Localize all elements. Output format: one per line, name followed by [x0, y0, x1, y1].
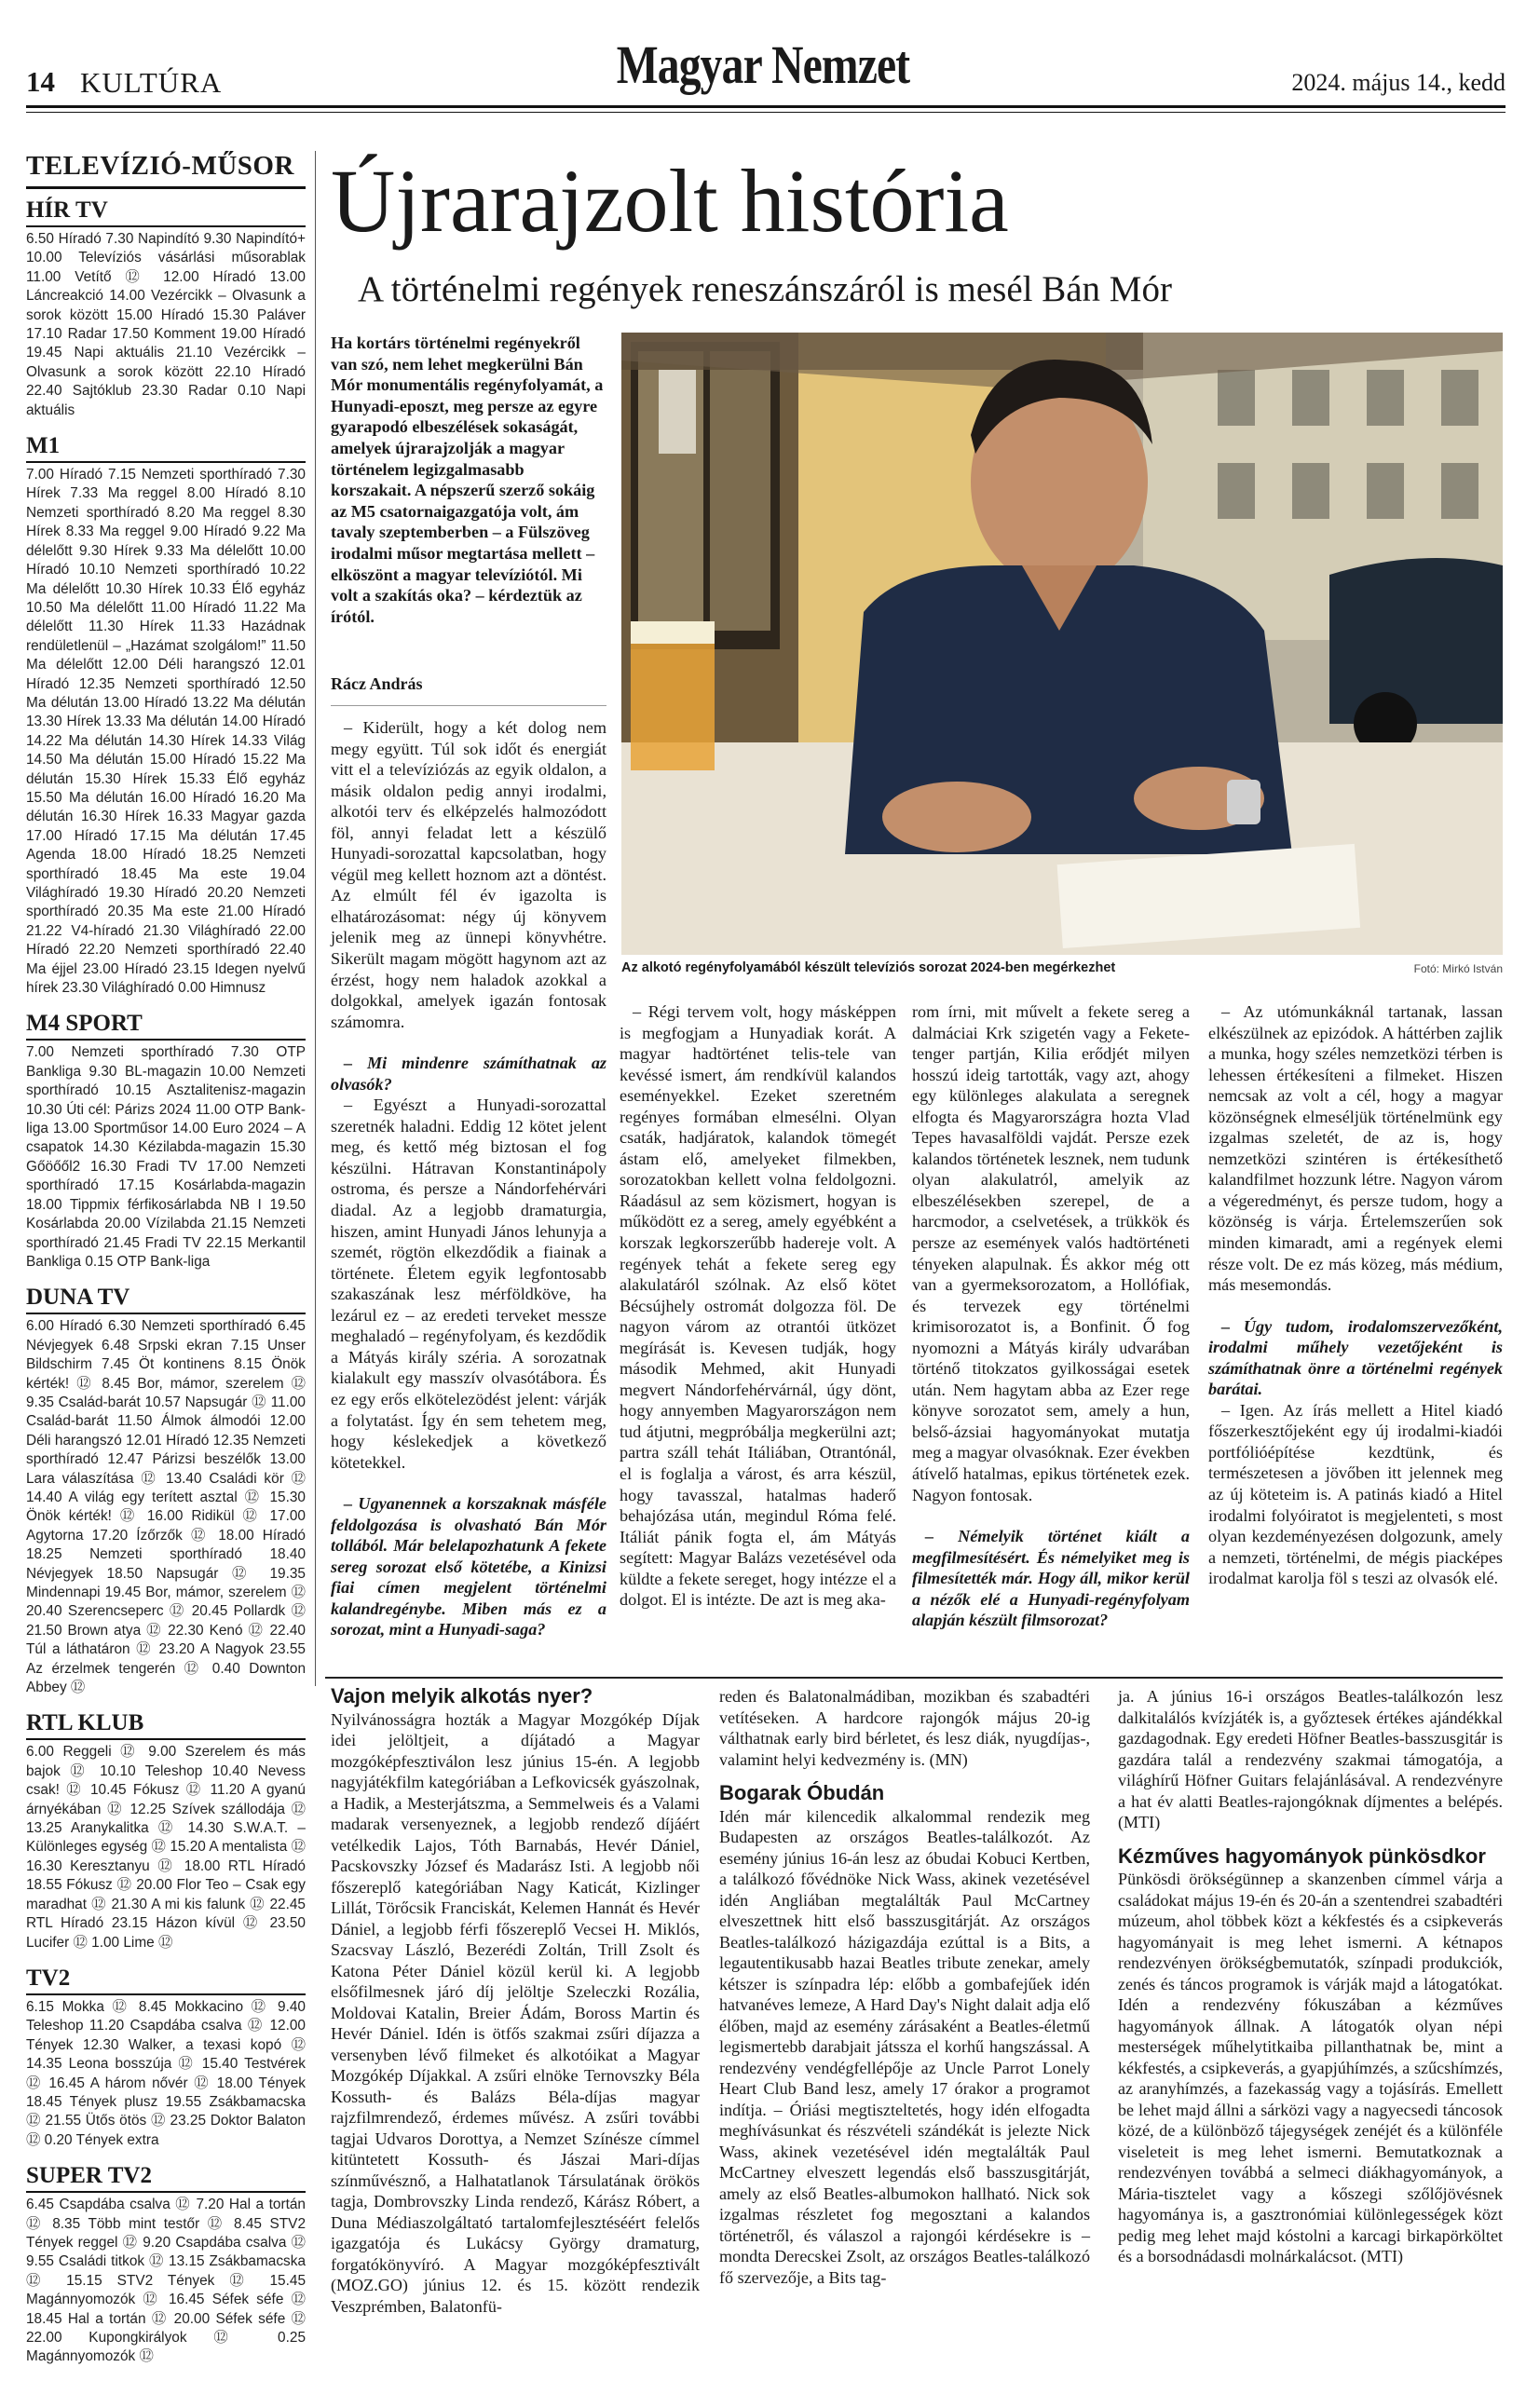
- tv-channel-programs: 7.00 Híradó 7.15 Nemzeti sporthíradó 7.30 Hírek 7.33 Ma reggel 8.00 Híradó 8.10 Nemzeti sporthíradó 8.20 Ma reggel 8.30 Hírek 8.33 Ma reggel 9.00 Híradó 9.22 Ma délelőtt 9.30 Hírek 9.33 Ma délelőtt 10.00 Híradó 10.10 Nemzeti sporthíradó 10.22 Ma délelőtt 10.30 Hírek 10.33 Élő egyház 10.50 Ma délelőtt 11.00 Híradó 11.22 Ma délelőtt 11.30 Hírek 11.33 Hazádnak rendületlenül – „Hazámat szolgálom!” 11.50 Ma délelőtt 12.00 Déli harangszó 12.01 Híradó 12.35 Nemzeti sporthíradó 12.50 Ma délután 13.00 Híradó 13.22 Ma délután 13.30 Hírek 13.33 Ma délután 14.00 Híradó 14.22 Ma délután 14.30 Hírek 14.33 Világ 14.50 Ma délután 15.00 Híradó 15.22 Ma délután 15.30 Hírek 15.33 Élő egyház 15.50 Ma délután 16.00 Híradó 16.20 Ma délután 16.30 Hírek 16.33 Magyar gazda 17.00 Híradó 17.15 Ma délután 17.45 Agenda 18.00 Híradó 18.25 Nemzeti sporthíradó 18.45 Ma este 19.04 Világhíradó 19.30 Híradó 20.20 Nemzeti sporthíradó 20.35 Ma este 21.00 Híradó 21.22 V4-híradó 21.30 Világhíradó 22.00 Híradó 22.20 Nemzeti sporthíradó 22.40 Ma éjjel 23.00 Híradó 23.15 Idegen nyelvű hírek 23.30 Világhíradó 0.00 Himnusz: [26, 467, 306, 997]
- tv-channel-programs: 6.50 Híradó 7.30 Napindító 9.30 Napindító+ 10.00 Televíziós vásárlási műsorablak 11.00 Vetítő ⑫ 12.00 Híradó 13.00 Láncreakció 14.00 Vezércikk – Olvasunk a sorok között 15.00 Híradó 15.30 Paláver 17.10 Radar 17.50 Komment 19.00 Híradó 19.45 Napi aktuális 21.10 Vezércikk – Olvasunk a sorok között 22.10 Híradó 22.40 Sajtóklub 23.30 Radar 0.10 Napi aktuális: [26, 231, 306, 418]
- tv-channel-programs: 6.00 Reggeli ⑫ 9.00 Szerelem és más bajok ⑫ 10.10 Teleshop 10.40 Nevess csak! ⑫ 10.45 Fókusz ⑫ 11.20 A gyanú árnyékában ⑫ 12.25 Szívek szállodája ⑫ 13.25 Aranykalitka ⑫ 14.30 S.W.A.T. – Különleges egység ⑫ 15.20 A mentalista ⑫ 16.30 Keresztanyu ⑫ 18.00 RTL Híradó 18.55 Fókusz ⑫ 20.00 Flor Teo – Csak egy maradhat ⑫ 21.30 A mi kis falunk ⑫ 22.45 RTL Híradó 23.15 Házon kívül ⑫ 23.50 Lucifer ⑫ 1.00 Lime ⑫: [26, 1744, 306, 1951]
- section-name: KULTÚRA: [80, 66, 223, 99]
- tv-channel-name: M4 SPORT: [26, 1011, 306, 1041]
- photo-credit: Fotó: Mirkó István: [1413, 962, 1503, 975]
- tv-channel: [26, 1710, 306, 1952]
- tv-channel: [26, 1011, 306, 1272]
- author-photo-illustration: [621, 333, 1503, 955]
- tv-channel-name: DUNA TV: [26, 1285, 306, 1314]
- tv-title-rule: [26, 186, 306, 189]
- article-lead: Ha kortárs történelmi regényekről van szó, nem lehet megkerülni Bán Mór monumentális regényfolyamát, a Hunyadi-eposzt, meg persze az egyre gyarapodó elbeszélések sokaságát, amelyek újrarajzolják a magyar történelem legizgalmasabb korszakait. A népszerű szerző sokáig az M5 csatornaigazgatója volt, ám tavaly szeptemberben – a Fülszöveg irodalmi műsor megtartása mellett – elköszönt a magyar televíziótól. Mi volt a szakítás oka? – kérdeztük az írótól.: [331, 333, 604, 626]
- article-paragraph: – Régi tervem volt, hogy másképpen is megfogjam a Hunyadiak korát. A magyar hadtörténet telis-tele van kevéssé ismert, ám rendkívül kalandos eseményekkel. Ezeket szeretném regényes formában elmesélni. Olyan csaták, hadjáratok, kalandok tömegét ástam elő, amelyeket filmekben, sorozatokban kellett volna feldolgozni. Ráadásul az sem közismert, hogyan is működött ez a sereg, amely egyébként a korszak legkorszerűbb hadereje volt. A regények tehát a fekete sereg egy alakulatáról szólnak. Az első kötet Bécsújhely ostromát dolgozza föl. De nagyon várom az otrantói ütközet megírását is. Kevesen tudják, hogy második Mehmed, akit Hunyadi megvert Nándorfehérvárnál, úgy dönt, hogy annyemben Magyarországon nem tud átjutni, megpróbálja megkerülni azt; partra száll tehát Itáliában, Otrantónál, el is foglalja a várost, és arra készül, hogy tavasszal, hatalmas haderő behajózása után, megindul Róma felé. Itáliát pánik fogta el, ám Mátyás segített: Magyar Balázs vezetésével oda küldte a fekete sereget, hogy intézze el a dolgot. El is intézte. De azt is meg aka-: [620, 1002, 896, 1610]
- tv-channel-name: M1: [26, 433, 306, 463]
- article-subtitle: A történelmi regények reneszánszáról is mesél Bán Mór: [358, 269, 1172, 309]
- tv-channel-name: SUPER TV2: [26, 2163, 306, 2193]
- news-brief: [331, 1686, 700, 2317]
- article-column-2: [620, 1001, 896, 1611]
- interview-question: – Úgy tudom, irodalomszervezőként, irodalmi műhely vezetőjeként is számíthatnak önre a történelmi regények barátai.: [1208, 1316, 1503, 1399]
- tv-listing-title: TELEVÍZIÓ-MŰSOR: [26, 151, 294, 181]
- tv-channel: [26, 1966, 306, 2150]
- column-divider: [315, 151, 316, 1686]
- article-paragraph: – Kiderült, hogy a két dolog nem megy együtt. Túl sok időt és energiát vitt el a televíziózás az egyik oldalon, a másik oldalon pedig annyi irodalmi, alkotói terv és elképzelés halmozódott föl, annyi feladat lett a készülő Hunyadi-sorozattal kapcsolatban, hogy végül meg kellett hoznom azt a döntést. Az elmúlt fél év igazolta is elhatározásomat: négy új könyvem jelenik meg az ünnepi könyvhétre. Sikerült magam mögött hagynom azt az érzést, hogy nem haladok azokkal a dolgokkal, amelyek igazán fontosak számomra.: [331, 718, 606, 1031]
- page-number: 14: [26, 65, 55, 98]
- news-brief-body: Idén már kilencedik alkalommal rendezik meg Budapesten az országos Beatles-találkozót. Az esemény június 16-án lesz az óbudai Kobuci Kertben, a találkozó fővédnöke Nick Wass, akinek vezetésével idén Angliában megtalálták Paul McCartney elveszettnek hitt első basszusgitárját. Az országos Beatles-találkozó házigazdája ezúttal is a Bits, a legautentikusabb hazai Beatles tribute zenekar, amely kétszer is színpadra lép: előbb a gombafejűek idén hatvanéves lemeze, A Hard Day's Night dalait adja elő élőben, majd az esemény zárásaként a Beatles-életmű legismertebb darabjait játssza el korhű hangszással. A rendezvény vendégfellépője az Uncle Parrot Lonely Heart Club Band lesz, amely 17 órakor a programot indítja. – Óriási megtiszteltetés, hogy idén elfogadta meghívásunkat és részvételi szándékát is jelezte Nick Wass, akinek vezetésével idén megtalálták Paul McCartney elveszett legendás első basszusgitárját, amely az első Beatles-albumokon hallható. Nick sok izgalmas részletet fog megosztani a kalandos történetről, és válaszol a rajongói kérdésekre is – mondta Derecskei Zsolt, az országos Beatles-találkozó fő szervezője, a Bits tag-: [719, 1806, 1090, 2287]
- article-title: Újrarajzolt história: [331, 151, 1009, 251]
- tv-channel: [26, 1285, 306, 1697]
- tv-channel-name: HÍR TV: [26, 197, 306, 227]
- tv-channel: [26, 197, 306, 420]
- article-column-3: [912, 1001, 1190, 1631]
- article-column-1: [331, 717, 606, 1640]
- article-paragraph: – Az utómunkáknál tartanak, lassan elkészülnek az epizódok. A háttérben zajlik a munka, hogy széles nemzetközi térben is lehessen értékesíteni a filmeket. Hiszen nemcsak az volt a cél, hogy a magyar közönségnek elmeséljük történelmünk egy izgalmas szeletét, de az is, hogy nemzetközi szintéren is értékesíthető kalandfilmet hozzunk létre. Nagyon várom a végeredményt, és persze tudom, hogy a közönség is várja. Értelemszerűen sok minden kimaradt, ami a regények elemi része volt. De ez más közeg, más médium, más mesemondás.: [1208, 1002, 1503, 1295]
- masthead: Magyar Nemzet: [616, 34, 910, 95]
- tv-channel: [26, 433, 306, 998]
- tv-channel: [26, 2163, 306, 2367]
- news-brief-title: Kézműves hagyományok pünkösdkor: [1118, 1843, 1486, 1868]
- header-rule: [26, 105, 1506, 108]
- article-paragraph: – Igen. Az írás mellett a Hitel kiadó főszerkesztőjeként egy új irodalmi-kiadói portfólióépítése kezdtünk, és természetesen a jövőben itt jelennek meg az új köteteim is. A patinás kiadó a Hitel irodalmi folyóiratot is megjelenteti, s most olyan kezdeményezésen dolgozunk, amely a nemzeti, történelmi, de mégis piacképes irodalmat karolja föl s teszi az olvasók elé.: [1208, 1400, 1503, 1588]
- tv-channel-programs: 6.45 Csapdába csalva ⑫ 7.20 Hal a tortán ⑫ 8.35 Több mint testőr ⑫ 8.45 STV2 Tények reggel ⑫ 9.20 Csapdába csalva ⑫ 9.55 Családi titkok ⑫ 13.15 Zsákbamacska ⑫ 15.15 STV2 Tények ⑫ 15.45 Magánnyomozók ⑫ 16.45 Séfek séfe ⑫ 18.45 Hal a tortán ⑫ 20.00 Séfek séfe ⑫ 22.00 Kupongkirályok ⑫ 0.25 Magánnyomozók ⑫: [26, 2197, 306, 2365]
- news-brief-column: [1118, 1686, 1503, 2267]
- tv-channel-programs: 6.15 Mokka ⑫ 8.45 Mokkacino ⑫ 9.40 Teleshop 11.20 Csapdába csalva ⑫ 12.00 Tények 12.30 Walker, a texasi kopó ⑫ 14.35 Leona bosszúja ⑫ 15.40 Testvérek ⑫ 16.45 A három nővér ⑫ 18.00 Tények 18.45 Tények plusz 19.55 Zsákbamacska ⑫ 21.55 Ütős ötös ⑫ 23.25 Doktor Balaton ⑫ 0.20 Tények extra: [26, 1998, 306, 2148]
- news-box-rule: [325, 1677, 1503, 1679]
- news-brief-body: Nyilvánosságra hozták a Magyar Mozgókép Díjak idei jelöltjeit, a díjátadó a Magyar mozgóképfesztiválon lesz június 15-én. A legjobb nagyjátékfilm kategóriában a Lefkovicsék gyászolnak, a Hadik, a Mesterjátszma, a Semmelweis és a Valami madarak versenyeznek, a legjobb rendező díjáért vetélkedik Lajos, Tóth Barnabás, Hevér Dániel, Pacskovszky József és Madarász Isti. A legjobb női főszereplő kategóriában Nagy Katicát, Kizlinger Lillát, Törőcsik Franciskát, Kelemen Hannát és Hevér Dániel, a legjobb férfi főszereplő Vecsei H. Miklós, Szacsvay László, Bezerédi Zoltán, Trill Zsolt és Katona Péter Dániel közül kerül ki. A legjobb elsőfilmesnek járó díj jelöltje Szeleczki Rozália, Moldovai Katalin, Breier Ádám, Boross Martin és Hevér Dániel. Idén is ötfős szakmai zsűri díjazza a versenyben lévő filmeket és alkotóikat a Magyar Mozgókép Díjakkal. A zsűri elnöke Ternovszky Béla Kossuth- és Balázs Béla-díjas magyar rajzfilmrendező, érdemes művész. A zsűri további tagjai Udvaros Dorottya, a Nemzet Színésze címmel kitüntetett Kossuth- és Jászai Mari-díjas színművésznő, a Halhatatlanok Társulatának örökös tagja, Dombrovszky Linda rendező, Kárász Róbert, a Duna Médiaszolgáltató tartalomfejlesztéséért felelős igazgatója és Lukácsy György dramaturg, forgatókönyvíró. A Magyar mozgóképfesztivált (MOZ.GO) június 12. és 15. között rendezik Veszprémben, Balatonfü-: [331, 1709, 700, 2316]
- news-brief-title: Vajon melyik alkotás nyer?: [331, 1684, 593, 1707]
- tv-channel-name: RTL KLUB: [26, 1710, 306, 1740]
- article-author: Rácz András: [331, 674, 423, 693]
- interview-question: – Némelyik történet kiált a megfilmesítésért. És némelyiket meg is filmesítették már. Hogy áll, mikor kerül a nézők elé a Hunyadi-regényfolyam alapján készült filmsorozat?: [912, 1527, 1190, 1630]
- author-rule: [331, 705, 606, 706]
- interview-question: – Ugyanennek a korszaknak másféle feldolgozása is olvasható Bán Mór tollából. Már belelapozhatunk A fekete sereg sorozat első kötetébe, a Kinizsi fiai címen megjelent történelmi kalandregénybe. Miben más ez a sorozat, mint a Hunyadi-saga?: [331, 1494, 606, 1639]
- news-brief-title: Bogarak Óbudán: [719, 1781, 885, 1804]
- tv-listing: [26, 151, 306, 2380]
- news-brief-body: ja. A június 16-i országos Beatles-találkozón lesz dalkitalálós kvízjáték is, a győztesek értékes ajándékkal gazdagodnak. Egy eredeti Höfner Beatles-basszusgitár is gazdára talál a rendezvény szakmai támogatója, a világhírű Höfner Guitars felajánlásával. A rendezvényre a hat év alatti Beatles-rajongóknak díjmentes a belépés. (MTI): [1118, 1687, 1503, 1831]
- article-paragraph: rom írni, mit művelt a fekete sereg a dalmáciai Krk szigetén vagy a Fekete-tenger partján, Kilia erődjét milyen hosszú ideig tartották, vagy azt, ahogy egy különleges alakulata a seregnek elfogta és Magyarországra hozta Vlad Tepes havasalföldi vajdát. Persze ezek kalandos történetek lesznek, nem tudunk olyan alakulatról, amelyik az elbeszélésekben szerepel, de a harcmodor, a cselvetések, a trükkök és persze az események valós hadtörténeti tényeken alapulnak. És akkor még ott van a gyermeksorozatom, a Hollófiak, és tervezek egy történelmi krimisorozatot is, a Bonfinit. Ő fog nyomozni a Mátyás király udvarában történő titokzatos gyilkosságai esetek után. Nem hagytam abba az Ezer rege könyve sorozatot sem, amely a hun, belső-ázsiai hagyományokat mutatja meg a magyar olvasóknak. Ezer években átívelő hatalmas, epikus történetek ezek. Nagyon fontosak.: [912, 1002, 1190, 1504]
- tv-channel-programs: 6.00 Híradó 6.30 Nemzeti sporthíradó 6.45 Névjegyek 6.48 Srpski ekran 7.15 Unser Bildschirm 7.45 Öt kontinens 8.15 Önök kérték! ⑫ 8.45 Bor, mámor, szerelem ⑫ 9.35 Család-barát 10.57 Napsugár ⑫ 11.00 Család-barát 11.50 Álmok álmodói 12.00 Déli harangszó 12.01 Híradó 12.35 Nemzeti sporthíradó 12.47 Párizsi beszélők 13.00 Lara válaszítása ⑫ 13.40 Családi kör ⑫ 14.40 A világ egy terített asztal ⑫ 15.30 Önök kérték! ⑫ 16.00 Ridikül ⑫ 17.00 Agytorna 17.20 Ízőrzők ⑫ 18.00 Híradó 18.25 Nemzeti sporthíradó 18.40 Névjegyek 18.50 Napsugár ⑫ 19.35 Mindennapi 19.45 Bor, mámor, szerelem ⑫ 20.40 Szerencseperc ⑫ 20.45 Pollardk ⑫ 21.50 Brown atya ⑫ 22.30 Kenó ⑫ 22.40 Túl a láthatáron ⑫ 23.20 A Nagyok 23.55 Az érzelmek tengerén ⑫ 0.40 Downton Abbey ⑫: [26, 1318, 306, 1696]
- news-brief-body: Pünkösdi örökségünnep a skanzenben címmel várja a családokat május 19-én és 20-án a szentendrei szabadtéri múzeum, ahol többek közt a kékfestés és a csipkeverás hagyományait is meg lehet ismerni. A kétnapos rendezvényen örökségbemutatók, színpadi produkciók, zenés és táncos programok is várják majd a látogatókat. Idén a rendezvény fókuszában a kézműves hagyományok állnak. A látogatók olyan népi mesterségek műhelytitkaiba pillanthatnak be, mint a kékfestés, a csipkeverás, a gyapjúhímzés, a szűcshímzés, az aranyhímzés, a fazekasság vagy a tojásírás. Emellett be lehet majd állni a sárközi vagy a nagyecsedi táncosok közé, de a különböző tájegységek zenéjét és a különféle viseleteit is meg lehet ismerni. Bemutatkoznak a rendezvényen továbbá a selmeci diákhagyományok, a Mária-tisztelet vagy a kőszegi szőlőjövésnek hagyománya is, a gasztronómiai különlegességek közt pedig meg lehet majd kóstolni a karcagi birkapörköltet és a borsodnádasdi molnárkalácsot. (MTI): [1118, 1870, 1503, 2265]
- issue-date: 2024. május 14., kedd: [1291, 69, 1506, 96]
- tv-channel-name: TV2: [26, 1966, 306, 1995]
- tv-channel-programs: 7.00 Nemzeti sporthíradó 7.30 OTP Bankliga 9.30 BL-magazin 10.00 Nemzeti sporthíradó 10.15 Asztalitenisz-magazin 10.30 Úti cél: Párizs 2024 11.00 OTP Bank-liga 13.00 Sportműsor 14.00 Euro 2024 – A csapatok 14.30 Kézilabda-magazin 15.30 Gőöőől2 16.30 Fradi TV 17.00 Nemzeti sporthíradó 17.15 Kosárlabda-magazin 18.00 Tippmix férfikosárlabda NB I 19.50 Kosárlabda 20.00 Vízilabda 21.15 Nemzeti sporthíradó 21.45 Fradi TV 22.15 Merkantil Bankliga 0.15 OTP Bank-liga: [26, 1044, 306, 1270]
- article-paragraph: – Egyészt a Hunyadi-sorozattal szeretnék haladni. Eddig 12 kötet jelent meg, és kettő még biztosan el fog készülni. Hátravan Konstantinápoly ostroma, és persze a Nándorfehérvári diadal. Az a legjobb dramaturgia, hiszen, amint Hunyadi János lehunyja a szemét, rögtön elkezdődik a fiainak a története. Életem egyik legfontosabb szakaszának lesz mérföldköve, ha lezárul ez – az eredeti terveket messze meghaladó – regényfolyam, és kezdődik a Mátyás király szériа. A sorozatnak kialakult egy masszív olvasótábora. És ez egy erős elkötelezödést jelent: várják a folytatást. Így én sem tehetem meg, hogy késlekedjek a következő kötetekkel.: [331, 1095, 606, 1472]
- news-brief-column: [719, 1686, 1090, 2288]
- author-photo: [621, 333, 1503, 955]
- photo-caption: Az alkotó regényfolyamából készült televíziós sorozat 2024-ben megérkezhet: [621, 960, 1116, 975]
- news-brief-body: reden és Balatonalmádiban, mozikban és szabadtéri vetítéseken. A hardcore rajongók május 20-ig válthatnak early bird bérletet, és lesz diák, nyugdíjas-, valamint helyi kedvezmény is. (MN): [719, 1687, 1090, 1769]
- article-column-4: [1208, 1001, 1503, 1589]
- interview-question: – Mi mindenre számíthatnak az olvasók?: [331, 1054, 606, 1094]
- header-rule-thin: [26, 112, 1506, 113]
